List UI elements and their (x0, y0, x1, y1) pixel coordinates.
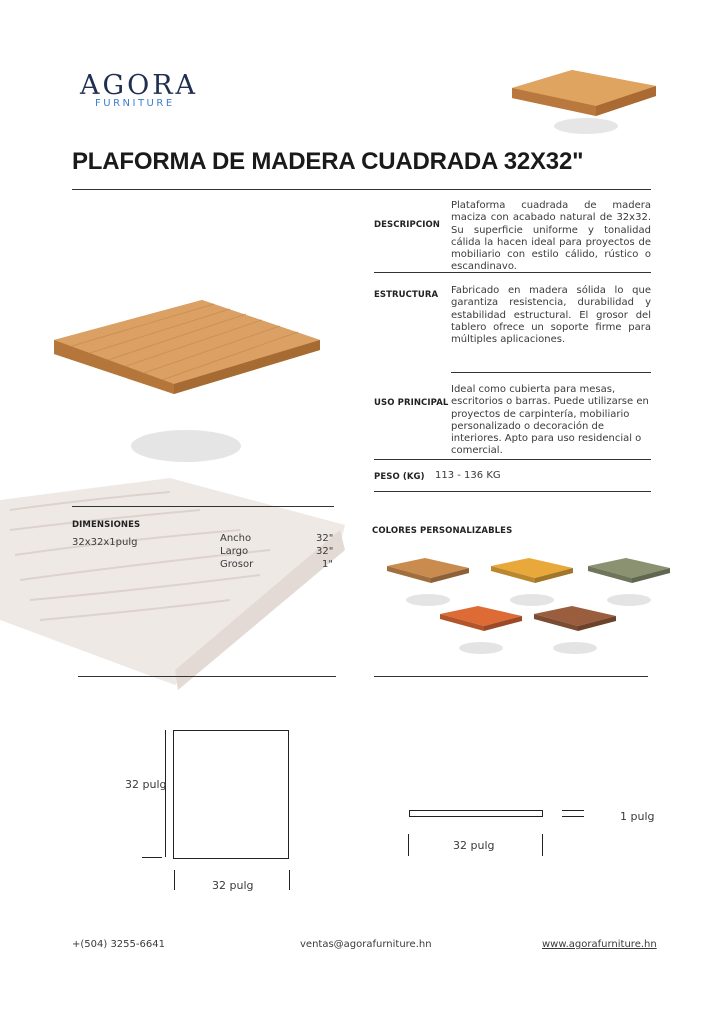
descripcion-label: DESCRIPCION (374, 220, 440, 230)
side-tick-left (408, 834, 409, 856)
top-view-height-label: 32 pulg (125, 778, 167, 791)
peso-divider (374, 491, 651, 492)
background-wood-plank (0, 470, 360, 690)
dimension-value-grosor: 1" (322, 559, 333, 570)
dimensiones-label: DIMENSIONES (72, 520, 141, 530)
dimension-value-ancho: 32" (316, 533, 334, 544)
dimensiones-top-divider (72, 506, 334, 507)
dimension-name-largo: Largo (220, 546, 249, 557)
title-divider (72, 189, 651, 190)
dimension-value-largo: 32" (316, 546, 334, 557)
uso-divider (374, 459, 651, 460)
thickness-line-top (562, 810, 584, 811)
footer-phone: +(504) 3255-6641 (72, 939, 165, 950)
descripcion-divider (374, 272, 651, 273)
uso-principal-text: Ideal como cubierta para mesas, escritorios o barras. Puede utilizarse en proyectos de carpintería, mobiliario personalizado o decoración de interiores. Apto para uso residencial o comercial. (451, 384, 649, 457)
estructura-text: Fabricado en madera sólida lo que garantiza resistencia, durabilidad y estabilidad estructural. El grosor del tablero ofrece un soporte firme para múltiples aplicaciones. (451, 285, 651, 346)
top-view-width-label: 32 pulg (212, 879, 254, 892)
estructura-label: ESTRUCTURA (374, 290, 439, 300)
height-dimension-line (165, 730, 166, 857)
side-view-width-label: 32 pulg (453, 839, 495, 852)
dimension-name-ancho: Ancho (220, 533, 252, 544)
color-swatch-walnut (532, 604, 618, 660)
height-dimension-tick (142, 857, 162, 858)
dimensiones-bottom-divider (78, 676, 336, 677)
product-thumbnail-image (510, 66, 660, 140)
dimension-name-grosor: Grosor (220, 559, 254, 570)
width-tick-left (174, 870, 175, 890)
brand-tagline: FURNITURE (95, 98, 175, 109)
side-tick-right (542, 834, 543, 856)
dimensiones-size: 32x32x1pulg (72, 537, 138, 548)
footer-email[interactable]: ventas@agorafurniture.hn (300, 939, 432, 950)
brand-logo: AGORA (80, 70, 199, 101)
color-swatch-orange (438, 604, 524, 660)
thickness-line-bottom (562, 816, 584, 817)
uso-principal-label: USO PRINCIPAL (374, 398, 449, 408)
top-view-square (173, 730, 289, 859)
side-view-board (409, 810, 543, 817)
colores-label: COLORES PERSONALIZABLES (372, 526, 513, 536)
product-main-image (52, 298, 322, 468)
page-title: PLAFORMA DE MADERA CUADRADA 32X32" (72, 148, 584, 175)
peso-label: PESO (KG) (374, 472, 425, 482)
footer-website-link[interactable]: www.agorafurniture.hn (542, 939, 657, 950)
width-tick-right (289, 870, 290, 890)
peso-value: 113 - 136 KG (435, 470, 501, 481)
estructura-divider (451, 372, 651, 373)
colores-bottom-divider (374, 676, 648, 677)
descripcion-text: Plataforma cuadrada de madera maciza con acabado natural de 32x32. Su superficie uniforme y tonalidad cálida la hacen ideal para proyectos de mobiliario con estilo cálido, rústico o escandinavo. (451, 200, 651, 273)
side-view-thickness-label: 1 pulg (620, 810, 655, 823)
